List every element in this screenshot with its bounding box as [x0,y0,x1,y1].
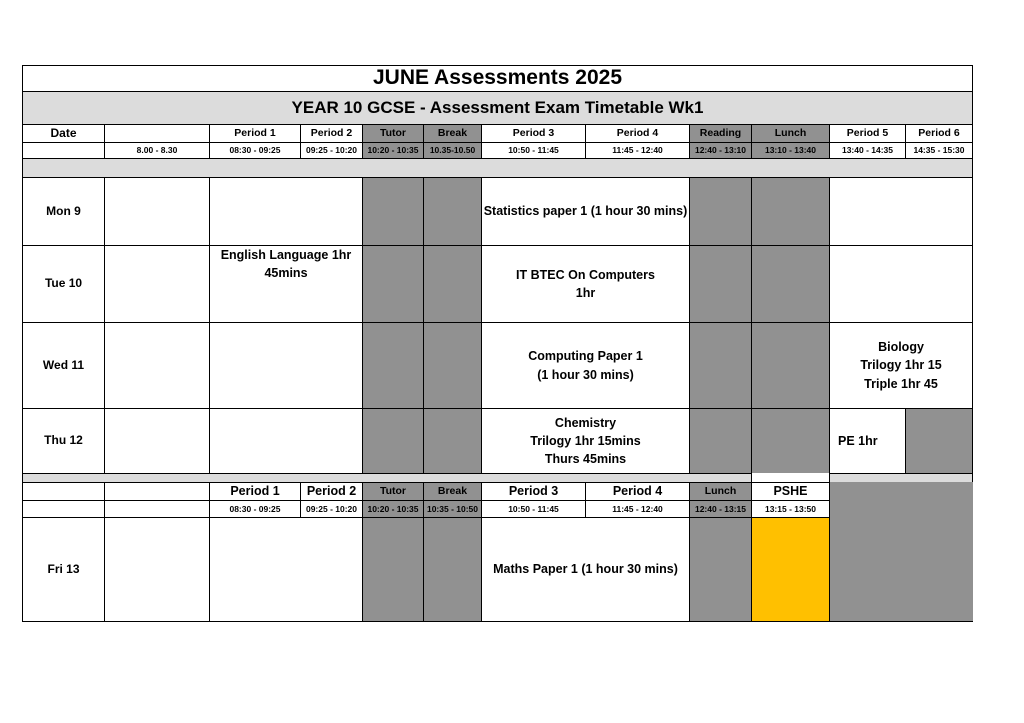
thu-p3-exam: Chemistry Trilogy 1hr 15mins Thurs 45mins [481,408,690,474]
time-date [22,142,105,159]
tue-early [104,245,210,323]
time-period-1: 08:30 - 09:25 [209,142,301,159]
time-lunch: 13:10 - 13:40 [751,142,830,159]
day-thu: Thu 12 [22,408,105,474]
day-mon: Mon 9 [22,177,105,246]
header-blank [104,124,210,143]
wed-tutor [362,322,424,409]
header-period-3: Period 3 [481,124,586,143]
fri-p5-p6-block [829,482,973,622]
tue-p5-p6 [829,245,973,323]
header-tutor: Tutor [362,124,424,143]
time2-period-1: 08:30 - 09:25 [209,500,301,518]
time2-tutor: 10:20 - 10:35 [362,500,424,518]
header2-date [22,482,105,501]
wed-p5-exam: Biology Trilogy 1hr 15 Triple 1hr 45 [829,322,973,409]
time-reading: 12:40 - 13:10 [689,142,752,159]
header-period-2: Period 2 [300,124,363,143]
header-period-6: Period 6 [905,124,973,143]
fri-p3-exam: Maths Paper 1 (1 hour 30 mins) [481,517,690,622]
time2-break: 10:35 - 10:50 [423,500,482,518]
wed-p3-exam: Computing Paper 1 (1 hour 30 mins) [481,322,690,409]
mon-early [104,177,210,246]
spacer-row [22,158,973,178]
thu-early [104,408,210,474]
wed-lunch [751,322,830,409]
header2-period-2: Period 2 [300,482,363,501]
fri-tutor [362,517,424,622]
thu-reading [689,408,752,474]
tue-p1-exam: English Language 1hr 45mins [209,245,363,323]
time-tutor: 10:20 - 10:35 [362,142,424,159]
tue-break [423,245,482,323]
fri-early [104,517,210,622]
day-wed: Wed 11 [22,322,105,409]
wed-reading [689,322,752,409]
day-tue: Tue 10 [22,245,105,323]
mon-reading [689,177,752,246]
header2-lunch: Lunch [689,482,752,501]
time2-blank [104,500,210,518]
mon-p1-p2 [209,177,363,246]
tue-tutor [362,245,424,323]
time-early: 8.00 - 8.30 [104,142,210,159]
time-period-6: 14:35 - 15:30 [905,142,973,159]
header-period-4: Period 4 [585,124,690,143]
header-period-5: Period 5 [829,124,906,143]
time2-lunch: 12:40 - 13:15 [689,500,752,518]
mon-p5-p6 [829,177,973,246]
header-date: Date [22,124,105,143]
wed-early [104,322,210,409]
tue-reading [689,245,752,323]
timetable-sheet [22,65,973,622]
header2-blank [104,482,210,501]
wed-break [423,322,482,409]
page-title: JUNE Assessments 2025 [22,65,973,92]
page-subtitle: YEAR 10 GCSE - Assessment Exam Timetable Wk1 [22,91,973,125]
tue-p3-exam: IT BTEC On Computers 1hr [481,245,690,323]
mon-p3-exam: Statistics paper 1 (1 hour 30 mins) [481,177,690,246]
header2-period-4: Period 4 [585,482,690,501]
thu-p1-p2 [209,408,363,474]
header2-pshe: PSHE [751,482,830,501]
mon-tutor [362,177,424,246]
thu-p6 [905,408,973,474]
day-fri: Fri 13 [22,517,105,622]
time2-period-4: 11:45 - 12:40 [585,500,690,518]
fri-pshe [751,517,830,622]
mon-break [423,177,482,246]
thu-tutor [362,408,424,474]
time-period-4: 11:45 - 12:40 [585,142,690,159]
time-period-5: 13:40 - 14:35 [829,142,906,159]
time-break: 10.35-10.50 [423,142,482,159]
header2-tutor: Tutor [362,482,424,501]
header2-period-3: Period 3 [481,482,586,501]
header-break: Break [423,124,482,143]
wed-p1-p2 [209,322,363,409]
thu-break [423,408,482,474]
fri-break [423,517,482,622]
mon-lunch [751,177,830,246]
tue-lunch [751,245,830,323]
header-period-1: Period 1 [209,124,301,143]
fri-lunch [689,517,752,622]
time2-period-3: 10:50 - 11:45 [481,500,586,518]
thu-lunch [751,408,830,474]
header2-period-1: Period 1 [209,482,301,501]
header-lunch: Lunch [751,124,830,143]
time2-period-2: 09:25 - 10:20 [300,500,363,518]
time-period-3: 10:50 - 11:45 [481,142,586,159]
fri-p1-p2 [209,517,363,622]
time2-date [22,500,105,518]
time2-pshe: 13:15 - 13:50 [751,500,830,518]
header-reading: Reading [689,124,752,143]
thu-p5-exam: PE 1hr [829,408,906,474]
time-period-2: 09:25 - 10:20 [300,142,363,159]
header2-break: Break [423,482,482,501]
